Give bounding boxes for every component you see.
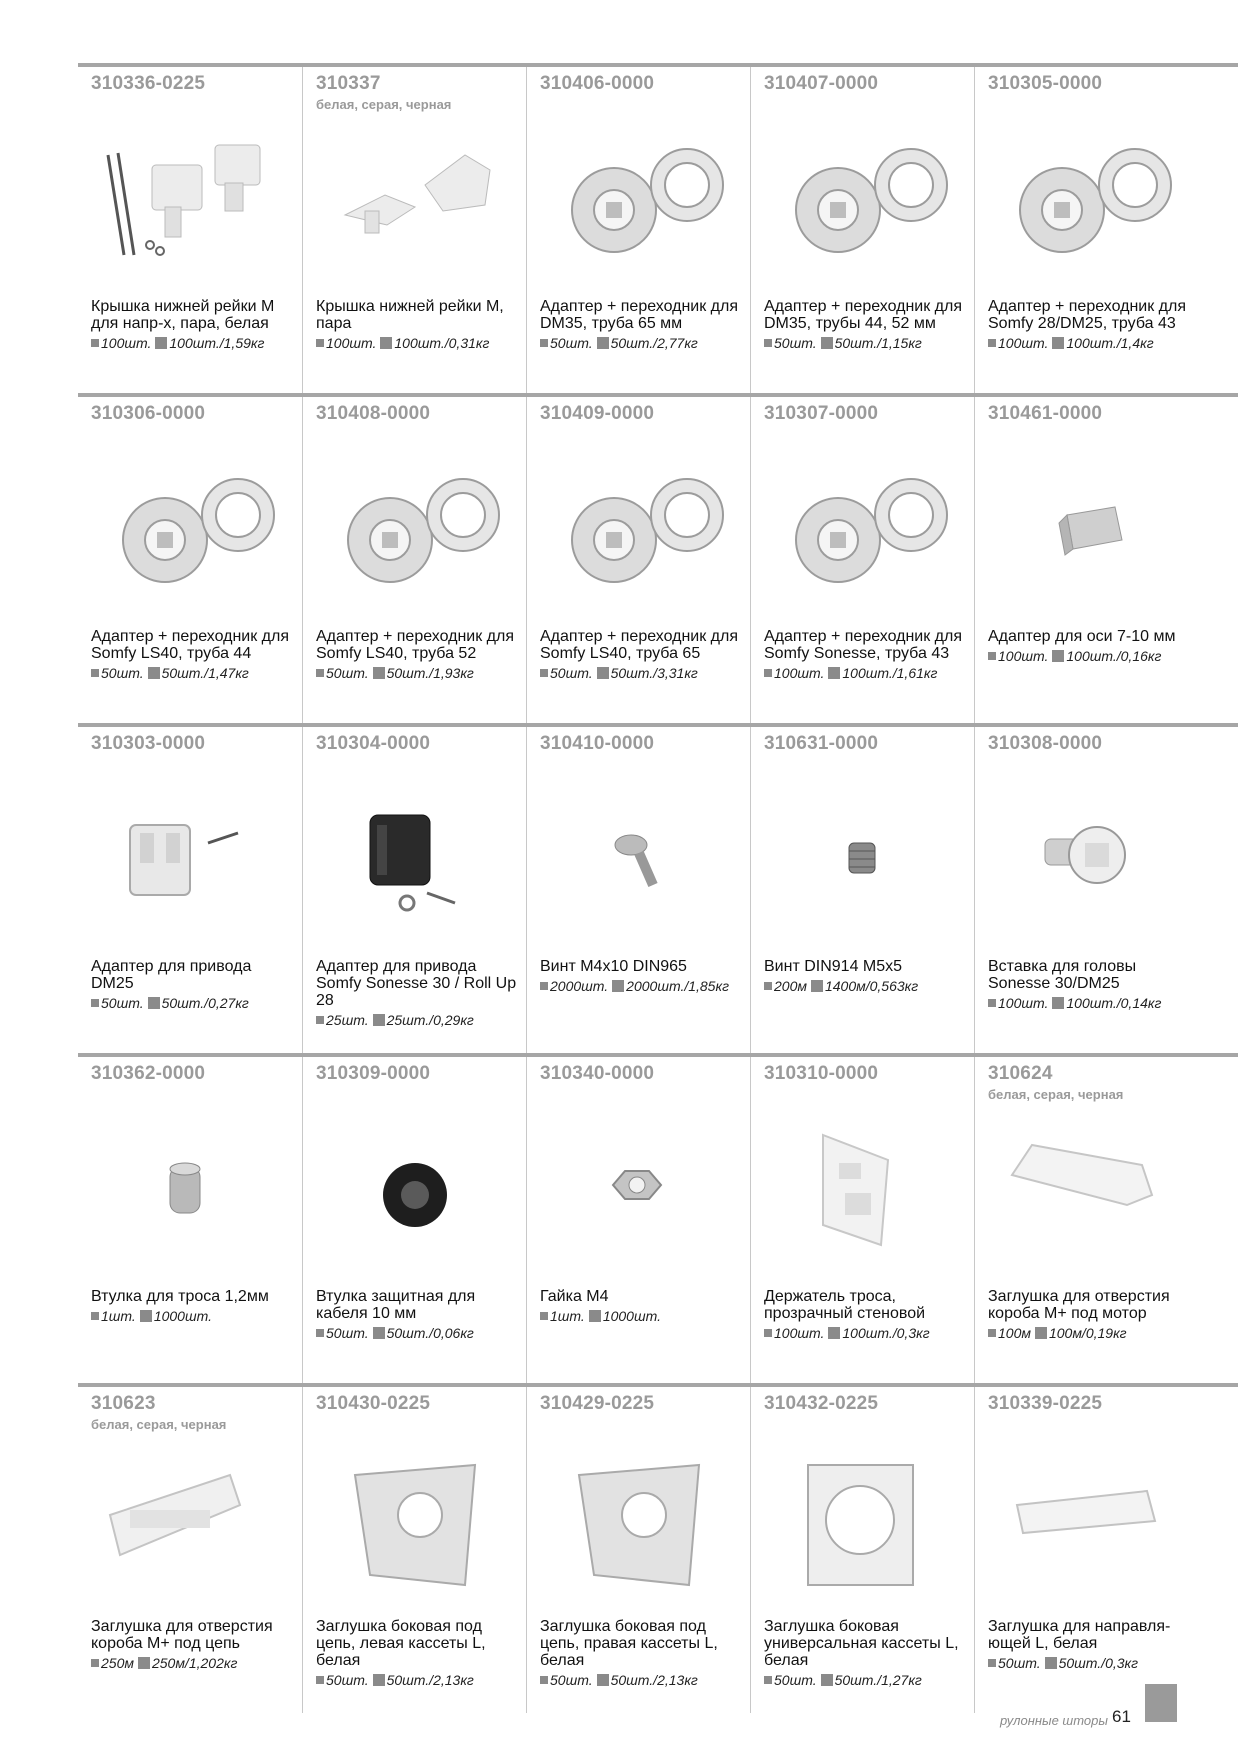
product-name: Заглушка боковая универсальная кассеты L, белая [764,1618,959,1669]
box-square-icon [1052,337,1064,349]
unit-quantity: 100шт. [774,1325,825,1341]
box-quantity: 50шт./0,3кг [1058,1655,1139,1671]
unit-square-icon [316,1016,324,1024]
product-card [302,67,526,393]
unit-square-icon [91,339,99,347]
product-card [750,67,974,393]
grommet-icon [313,1105,517,1265]
product-card [78,1057,302,1383]
cover-screws-icon [88,115,292,275]
product-name: Заглушка для направля-ющей L, белая [988,1618,1171,1652]
unit-quantity: 100шт. [774,665,825,681]
product-card [302,727,526,1053]
box-quantity: 50шт./1,27кг [834,1672,922,1688]
product-name: Держатель троса, прозрачный стеновой [764,1288,926,1322]
product-name: Заглушка для отверстия короба М+ под мотор [988,1288,1170,1322]
adapter-ring-icon [985,115,1189,275]
box-square-icon [612,980,624,992]
box-quantity: 100шт./0,31кг [394,335,490,351]
adapter-ring-icon [537,445,741,605]
product-variants: белая, серая, черная [91,1417,227,1432]
box-square-icon [373,667,385,679]
unit-square-icon [988,999,996,1007]
box-square-icon [828,1327,840,1339]
unit-square-icon [316,1676,324,1684]
adapter-ring-icon [761,445,965,605]
unit-quantity: 50шт. [550,1672,593,1688]
product-name: Адаптер для привода DM25 [91,958,252,992]
product-name: Винт М4х10 DIN965 [540,958,687,975]
product-card [750,1387,974,1713]
guide-cap-icon [985,1435,1189,1595]
cable-holder-icon [761,1105,965,1265]
product-name: Крышка нижней рейки М для напр-х, пара, белая [91,298,275,332]
product-name: Втулка защитная для кабеля 10 мм [316,1288,476,1322]
product-card [526,1387,750,1713]
packaging-info [91,335,296,352]
product-name: Адаптер + переходник для DM35, труба 65 мм [540,298,739,332]
packaging-info [91,665,296,682]
unit-quantity: 50шт. [101,665,144,681]
packaging-info [988,335,1193,352]
box-quantity: 100шт./0,3кг [842,1325,930,1341]
packaging-info [316,1672,521,1689]
product-name: Заглушка боковая под цепь, левая кассеты L, белая [316,1618,486,1669]
box-square-icon [1052,650,1064,662]
product-name: Гайка М4 [540,1288,609,1305]
packaging-info [540,1308,745,1325]
unit-square-icon [540,339,548,347]
product-code: 310304-0000 [316,733,431,754]
product-variants: белая, серая, черная [988,1087,1124,1102]
page-tab-marker [1145,1684,1177,1722]
unit-square-icon [540,982,548,990]
unit-square-icon [91,1659,99,1667]
product-name: Заглушка боковая под цепь, правая кассеты L, белая [540,1618,718,1669]
page-number: 61 [1112,1707,1131,1726]
unit-square-icon [988,1659,996,1667]
box-square-icon [380,337,392,349]
unit-quantity: 50шт. [550,335,593,351]
side-cap-universal-icon [761,1435,965,1595]
head-insert-icon [985,775,1189,935]
nut-icon [537,1105,741,1265]
unit-quantity: 100шт. [998,995,1049,1011]
box-quantity: 1000шт. [602,1308,661,1324]
packaging-info [316,335,521,352]
product-code: 310631-0000 [764,733,879,754]
product-row [78,1053,1238,1383]
box-quantity: 50шт./2,13кг [610,1672,698,1688]
product-card [750,1057,974,1383]
unit-square-icon [988,652,996,660]
box-square-icon [1035,1327,1047,1339]
unit-square-icon [540,669,548,677]
drive-adapter-icon [88,775,292,935]
product-card [526,727,750,1053]
adapter-ring-icon [761,115,965,275]
unit-square-icon [316,339,324,347]
unit-quantity: 25шт. [326,1012,369,1028]
product-code: 310429-0225 [540,1393,655,1414]
unit-square-icon [764,669,772,677]
unit-square-icon [540,1312,548,1320]
product-code: 310339-0225 [988,1393,1103,1414]
packaging-info [91,1655,296,1672]
product-card [78,1387,302,1713]
unit-quantity: 100шт. [998,335,1049,351]
unit-quantity: 200м [774,978,807,994]
product-name: Адаптер + переходник для Somfy LS40, труба 52 [316,628,515,662]
product-code: 310430-0225 [316,1393,431,1414]
product-card [974,1057,1198,1383]
product-name: Адаптер для привода Somfy Sonesse 30 / Roll Up 28 [316,958,517,1009]
unit-quantity: 1шт. [101,1308,136,1324]
packaging-info [988,648,1193,665]
product-card [78,397,302,723]
end-plug-icon [985,1105,1189,1265]
product-card [750,727,974,1053]
packaging-info [764,1325,969,1342]
box-square-icon [597,337,609,349]
box-quantity: 100шт./0,14кг [1066,995,1162,1011]
product-name: Заглушка для отверстия короба М+ под цепь [91,1618,273,1652]
product-code: 310461-0000 [988,403,1103,424]
product-row [78,1383,1238,1713]
product-card [974,1387,1198,1713]
product-name: Адаптер + переходник для Somfy 28/DM25, труба 43 [988,298,1187,332]
unit-square-icon [316,1329,324,1337]
unit-square-icon [764,339,772,347]
unit-square-icon [91,669,99,677]
packaging-info [91,1308,296,1325]
box-quantity: 2000шт./1,85кг [626,978,729,994]
box-square-icon [148,667,160,679]
box-square-icon [597,1674,609,1686]
unit-square-icon [988,1329,996,1337]
packaging-info [316,665,521,682]
product-code: 310310-0000 [764,1063,879,1084]
unit-quantity: 2000шт. [550,978,609,994]
box-square-icon [821,1674,833,1686]
box-quantity: 250м/1,202кг [151,1655,238,1671]
side-cap-icon [537,1435,741,1595]
product-card [78,67,302,393]
product-catalog [78,63,1238,1713]
product-name: Адаптер + переходник для Somfy LS40, труба 44 [91,628,290,662]
unit-quantity: 50шт. [326,1672,369,1688]
unit-quantity: 50шт. [998,1655,1041,1671]
packaging-info [316,1012,521,1029]
box-square-icon [1052,997,1064,1009]
packaging-info [91,995,296,1012]
product-code: 310409-0000 [540,403,655,424]
unit-quantity: 50шт. [774,335,817,351]
box-quantity: 50шт./2,13кг [386,1672,474,1688]
box-square-icon [138,1657,150,1669]
product-code: 310309-0000 [316,1063,431,1084]
unit-quantity: 100шт. [326,335,377,351]
unit-quantity: 100м [998,1325,1031,1341]
product-card [302,1387,526,1713]
side-cap-icon [313,1435,517,1595]
set-screw-icon [761,775,965,935]
box-square-icon [140,1310,152,1322]
product-code: 310432-0225 [764,1393,879,1414]
product-code: 310362-0000 [91,1063,206,1084]
product-card [974,397,1198,723]
box-quantity: 100шт./1,61кг [842,665,938,681]
packaging-info [764,1672,969,1689]
product-card [302,397,526,723]
footer-section-label: рулонные шторы [1000,1713,1108,1728]
product-card [974,727,1198,1053]
box-square-icon [373,1327,385,1339]
unit-square-icon [316,669,324,677]
box-quantity: 50шт./1,93кг [386,665,474,681]
box-quantity: 50шт./2,77кг [610,335,698,351]
box-quantity: 1400м/0,563кг [824,978,919,994]
cover-pair-icon [313,115,517,275]
packaging-info [540,1672,745,1689]
box-quantity: 100шт./1,4кг [1066,335,1154,351]
box-quantity: 100шт./1,59кг [169,335,265,351]
box-quantity: 50шт./0,06кг [386,1325,474,1341]
screw-icon [537,775,741,935]
packaging-info [764,335,969,352]
product-code: 310303-0000 [91,733,206,754]
packaging-info [988,1325,1193,1342]
unit-square-icon [764,1676,772,1684]
adapter-ring-icon [313,445,517,605]
product-code: 310408-0000 [316,403,431,424]
box-square-icon [155,337,167,349]
box-square-icon [589,1310,601,1322]
unit-quantity: 50шт. [326,665,369,681]
drive-adapter-black-icon [313,775,517,935]
product-code: 310306-0000 [91,403,206,424]
box-quantity: 50шт./1,15кг [834,335,922,351]
product-card [526,1057,750,1383]
packaging-info [540,978,745,995]
box-quantity: 25шт./0,29кг [386,1012,474,1028]
product-card [78,727,302,1053]
product-name: Втулка для троса 1,2мм [91,1288,269,1305]
product-name: Крышка нижней рейки М, пара [316,298,504,332]
packaging-info [540,335,745,352]
adapter-ring-icon [537,115,741,275]
box-square-icon [828,667,840,679]
unit-quantity: 100шт. [101,335,152,351]
box-quantity: 50шт./1,47кг [161,665,249,681]
unit-square-icon [91,999,99,1007]
unit-square-icon [764,982,772,990]
box-square-icon [1045,1657,1057,1669]
unit-quantity: 100шт. [998,648,1049,664]
box-quantity: 1000шт. [153,1308,212,1324]
unit-quantity: 50шт. [550,665,593,681]
product-code: 310337 [316,73,381,94]
adapter-ring-icon [88,445,292,605]
unit-square-icon [91,1312,99,1320]
product-card [974,67,1198,393]
box-quantity: 100шт./0,16кг [1066,648,1162,664]
product-row [78,723,1238,1053]
product-card [526,397,750,723]
unit-square-icon [988,339,996,347]
packaging-info [988,1655,1193,1672]
product-code: 310336-0225 [91,73,206,94]
unit-square-icon [540,1676,548,1684]
product-code: 310406-0000 [540,73,655,94]
box-square-icon [811,980,823,992]
product-card [526,67,750,393]
axle-adapter-icon [985,445,1189,605]
product-code: 310407-0000 [764,73,879,94]
packaging-info [316,1325,521,1342]
box-square-icon [597,667,609,679]
product-code: 310623 [91,1393,156,1414]
product-name: Адаптер + переходник для Somfy Sonesse, труба 43 [764,628,963,662]
box-square-icon [148,997,160,1009]
box-quantity: 100м/0,19кг [1048,1325,1127,1341]
sleeve-icon [88,1105,292,1265]
unit-square-icon [764,1329,772,1337]
product-code: 310308-0000 [988,733,1103,754]
product-row [78,63,1238,393]
product-code: 310410-0000 [540,733,655,754]
product-code: 310307-0000 [764,403,879,424]
product-name: Вставка для головы Sonesse 30/DM25 [988,958,1137,992]
chain-plug-icon [88,1435,292,1595]
packaging-info [764,978,969,995]
product-row [78,393,1238,723]
unit-quantity: 1шт. [550,1308,585,1324]
product-name: Винт DIN914 M5x5 [764,958,903,975]
product-name: Адаптер для оси 7-10 мм [988,628,1176,645]
box-square-icon [373,1014,385,1026]
box-square-icon [373,1674,385,1686]
product-code: 310340-0000 [540,1063,655,1084]
product-code: 310624 [988,1063,1053,1084]
packaging-info [540,665,745,682]
product-variants: белая, серая, черная [316,97,452,112]
product-card [302,1057,526,1383]
unit-quantity: 50шт. [326,1325,369,1341]
packaging-info [988,995,1193,1012]
box-quantity: 50шт./0,27кг [161,995,249,1011]
product-code: 310305-0000 [988,73,1103,94]
box-square-icon [821,337,833,349]
product-name: Адаптер + переходник для DM35, трубы 44, 52 мм [764,298,963,332]
product-card [750,397,974,723]
unit-quantity: 50шт. [774,1672,817,1688]
unit-quantity: 50шт. [101,995,144,1011]
unit-quantity: 250м [101,1655,134,1671]
product-name: Адаптер + переходник для Somfy LS40, труба 65 [540,628,739,662]
box-quantity: 50шт./3,31кг [610,665,698,681]
packaging-info [764,665,969,682]
